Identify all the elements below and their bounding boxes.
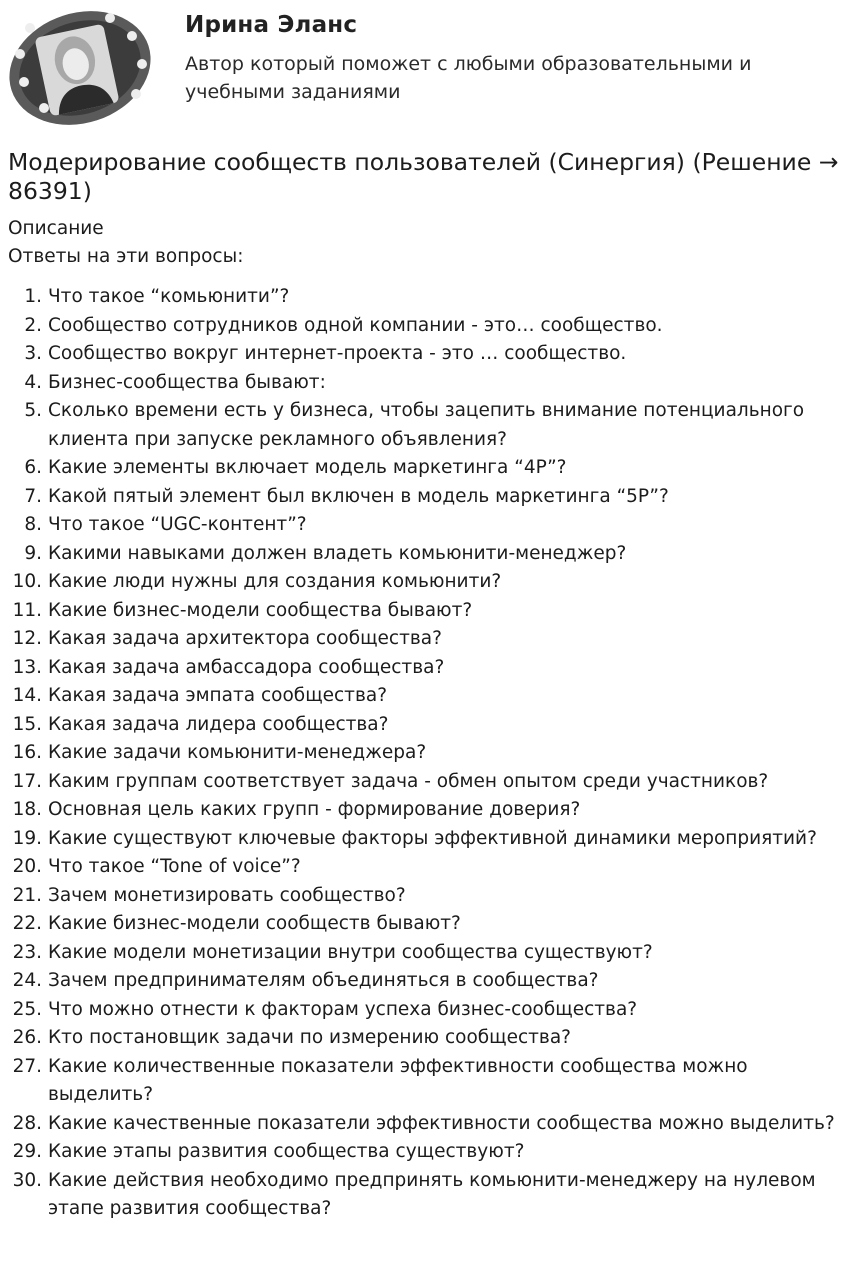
question-text: Какие действия необходимо предпринять комьюнити-менеджеру на нулевом этапе развития сообщества? — [48, 1169, 816, 1219]
question-text: Что такое “комьюнити”? — [48, 286, 290, 307]
question-item — [0, 340, 847, 369]
question-item — [0, 654, 847, 683]
question-number: 15. — [12, 713, 42, 735]
question-item — [0, 967, 847, 996]
question-number: 11. — [12, 599, 42, 621]
question-item — [0, 682, 847, 711]
question-text: Что можно отнести к факторам успеха бизнес-сообщества? — [48, 998, 638, 1020]
question-text: Какие модели монетизации внутри сообщества существуют? — [48, 941, 653, 963]
question-number: 12. — [12, 628, 42, 649]
description-label: Описание — [8, 218, 104, 239]
author-name[interactable]: Ирина Эланс — [185, 12, 358, 38]
question-item — [0, 283, 847, 312]
question-number: 28. — [12, 1112, 42, 1134]
question-text: Какая задача амбассадора сообщества? — [48, 656, 445, 678]
question-number: 27. — [12, 1055, 42, 1077]
question-text: Какие качественные показатели эффективности сообщества можно выделить? — [48, 1112, 835, 1134]
question-text: Какие количественные показатели эффективности сообщества можно выделить? — [48, 1055, 748, 1105]
question-text: Какие бизнес-модели сообщества бывают? — [48, 599, 473, 621]
question-number: 16. — [12, 742, 42, 763]
question-number: 21. — [12, 884, 42, 906]
question-item — [0, 796, 847, 825]
question-text: Какие элементы включает модель маркетинга “4P”? — [48, 457, 567, 478]
question-item — [0, 910, 847, 939]
questions-intro: Ответы на эти вопросы: — [8, 246, 244, 267]
question-text: Какой пятый элемент был включен в модель маркетинга “5P”? — [48, 485, 669, 507]
question-item — [0, 1167, 847, 1224]
question-text: Что такое “Tone of voice”? — [48, 856, 301, 877]
author-bio: Автор который поможет с любыми образовательными и учебными заданиями — [185, 53, 752, 103]
question-item — [0, 1110, 847, 1139]
question-item — [0, 483, 847, 512]
question-number: 3. — [24, 343, 42, 364]
question-item — [0, 312, 847, 341]
question-text: Какая задача эмпата сообщества? — [48, 685, 388, 706]
question-item — [0, 939, 847, 968]
question-text: Каким группам соответствует задача - обмен опытом среди участников? — [48, 770, 769, 792]
question-number: 4. — [24, 371, 42, 393]
question-text: Бизнес-сообщества бывают: — [48, 371, 326, 393]
question-text: Какие этапы развития сообщества существуют? — [48, 1141, 525, 1162]
question-number: 19. — [12, 827, 42, 849]
question-number: 1. — [24, 286, 42, 307]
question-text: Зачем предпринимателям объединяться в сообщества? — [48, 970, 599, 991]
question-number: 2. — [24, 314, 42, 336]
question-number: 24. — [12, 970, 42, 991]
question-text: Основная цель каких групп - формирование доверия? — [48, 799, 581, 820]
question-text: Сколько времени есть у бизнеса, чтобы зацепить внимание потенциального клиента при запуске рекламного объявления? — [48, 400, 805, 450]
question-item — [0, 1138, 847, 1167]
question-number: 30. — [12, 1169, 42, 1191]
question-item — [0, 454, 847, 483]
question-number: 17. — [12, 770, 42, 792]
question-text: Сообщество сотрудников одной компании - это… сообщество. — [48, 314, 663, 336]
question-number: 14. — [12, 685, 42, 706]
question-item — [0, 996, 847, 1025]
question-item — [0, 397, 847, 454]
question-number: 26. — [12, 1027, 42, 1048]
question-item — [0, 882, 847, 911]
question-text: Какие задачи комьюнити-менеджера? — [48, 742, 427, 763]
question-item — [0, 739, 847, 768]
questions-list — [0, 283, 847, 1224]
question-number: 25. — [12, 998, 42, 1020]
question-text: Какая задача лидера сообщества? — [48, 713, 389, 735]
page-title: Модерирование сообществ пользователей (Синергия) (Решение → 86391) — [8, 148, 839, 205]
question-number: 22. — [12, 913, 42, 934]
question-number: 8. — [24, 514, 42, 535]
question-item — [0, 1024, 847, 1053]
question-item — [0, 625, 847, 654]
question-number: 20. — [12, 856, 42, 877]
question-text: Какие люди нужны для создания комьюнити? — [48, 571, 502, 592]
question-text: Что такое “UGC-контент”? — [48, 514, 307, 535]
question-item — [0, 825, 847, 854]
question-text: Сообщество вокруг интернет-проекта - это … сообщество. — [48, 343, 627, 364]
question-text: Какая задача архитектора сообщества? — [48, 628, 442, 649]
question-number: 18. — [12, 799, 42, 820]
author-avatar[interactable] — [6, 6, 154, 128]
question-text: Какие бизнес-модели сообществ бывают? — [48, 913, 461, 934]
question-item — [0, 597, 847, 626]
question-text: Зачем монетизировать сообщество? — [48, 884, 406, 906]
question-number: 13. — [12, 656, 42, 678]
question-number: 9. — [24, 542, 42, 564]
author-card — [0, 0, 847, 140]
question-item — [0, 853, 847, 882]
question-number: 29. — [12, 1141, 42, 1162]
question-number: 23. — [12, 941, 42, 963]
question-number: 10. — [12, 571, 42, 592]
question-item — [0, 369, 847, 398]
question-item — [0, 511, 847, 540]
question-item — [0, 1053, 847, 1110]
question-item — [0, 568, 847, 597]
question-number: 7. — [24, 485, 42, 507]
question-item — [0, 711, 847, 740]
question-text: Какими навыками должен владеть комьюнити-менеджер? — [48, 542, 627, 564]
question-number: 5. — [24, 400, 42, 421]
question-item — [0, 540, 847, 569]
question-text: Какие существуют ключевые факторы эффективной динамики мероприятий? — [48, 827, 817, 849]
question-text: Кто постановщик задачи по измерению сообщества? — [48, 1027, 571, 1048]
question-number: 6. — [24, 457, 42, 478]
question-item — [0, 768, 847, 797]
